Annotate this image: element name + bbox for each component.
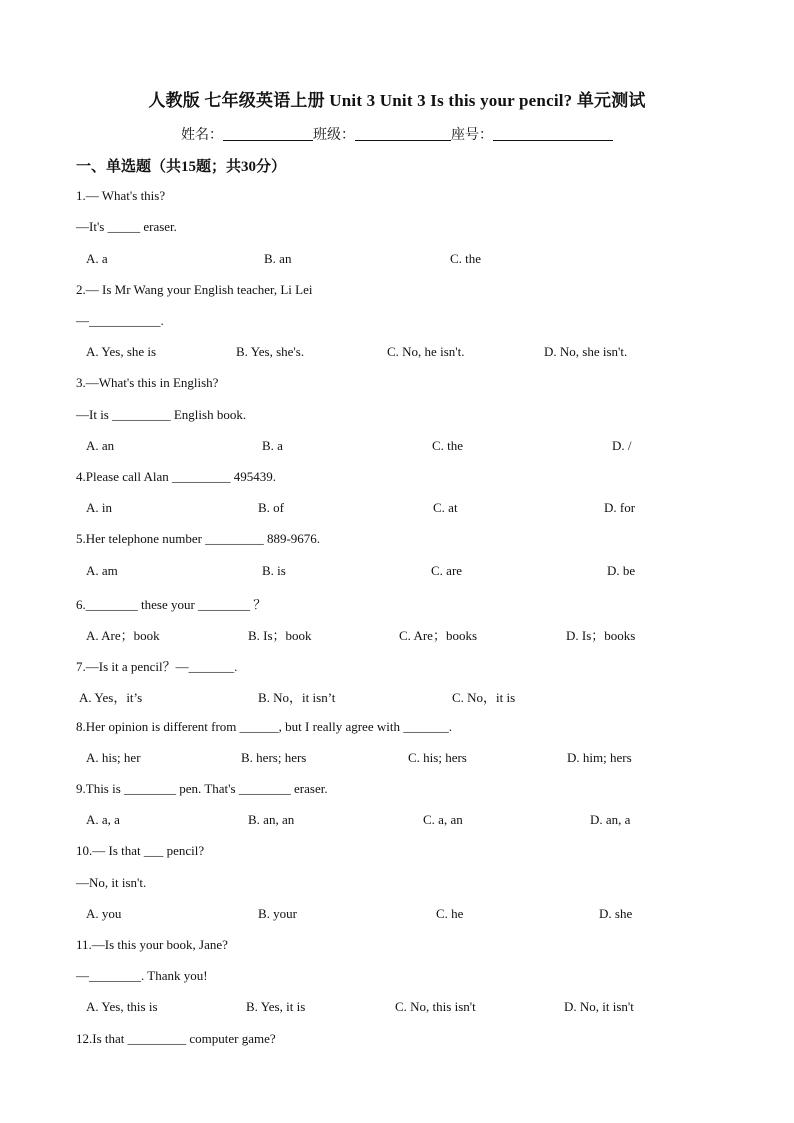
question-6-option-b[interactable]: B. Is；book — [248, 628, 312, 643]
question-8-option-d[interactable]: D. him; hers — [567, 750, 632, 765]
question-11-answer-line: —________. Thank you! — [76, 968, 208, 983]
question-8-stem: 8.Her opinion is different from ______, but I really agree with _______. — [76, 719, 452, 734]
class-blank[interactable] — [355, 126, 451, 141]
question-10-answer-line: —No, it isn't. — [76, 875, 147, 890]
question-11-option-d[interactable]: D. No, it isn't — [564, 999, 634, 1014]
question-1-option-a[interactable]: A. a — [86, 251, 108, 266]
question-4-stem: 4.Please call Alan _________ 495439. — [76, 469, 277, 484]
question-11-stem: 11.—Is this your book, Jane? — [76, 937, 228, 952]
class-label: 班级： — [313, 128, 355, 143]
question-2-option-b[interactable]: B. Yes, she's. — [236, 344, 305, 359]
question-9-stem: 9.This is ________ pen. That's ________ eraser. — [76, 781, 328, 796]
question-10-option-b[interactable]: B. your — [258, 906, 297, 921]
question-2-answer-line: —___________. — [76, 313, 164, 328]
question-8-option-b[interactable]: B. hers; hers — [241, 750, 307, 765]
question-2-option-c[interactable]: C. No, he isn't. — [387, 344, 465, 359]
name-blank[interactable] — [223, 126, 313, 141]
question-1-option-b[interactable]: B. an — [264, 251, 292, 266]
question-8-option-c[interactable]: C. his; hers — [408, 750, 467, 765]
question-2-stem: 2.— Is Mr Wang your English teacher, Li Lei — [76, 282, 313, 297]
question-2-option-d[interactable]: D. No, she isn't. — [544, 344, 628, 359]
question-6-stem: 6.________ these your ________ ？ — [76, 597, 267, 612]
question-5-stem: 5.Her telephone number _________ 889-9676. — [76, 531, 321, 546]
question-11-option-b[interactable]: B. Yes, it is — [246, 999, 306, 1014]
question-5-option-c[interactable]: C. are — [431, 563, 463, 578]
section-title: 一、单选题（共15题；共30分） — [76, 159, 287, 175]
question-7-option-a[interactable]: A. Yes，it’s — [79, 690, 143, 705]
question-10-option-c[interactable]: C. he — [436, 906, 464, 921]
question-9-option-a[interactable]: A. a, a — [86, 812, 120, 827]
question-12-stem: 12.Is that _________ computer game? — [76, 1031, 276, 1046]
student-info-row — [0, 124, 794, 144]
question-3-stem: 3.—What's this in English? — [76, 375, 219, 390]
page-title: 人教版 七年级英语上册 Unit 3 Unit 3 Is this your pencil? 单元测试 — [148, 91, 646, 110]
question-7-stem: 7.—Is it a pencil？—_______. — [76, 659, 238, 674]
question-8-option-a[interactable]: A. his; her — [86, 750, 141, 765]
question-3-answer-line: —It is _________ English book. — [76, 407, 247, 422]
question-5-option-d[interactable]: D. be — [607, 563, 636, 578]
question-5-option-b[interactable]: B. is — [262, 563, 286, 578]
question-1-option-c[interactable]: C. the — [450, 251, 482, 266]
question-9-option-b[interactable]: B. an, an — [248, 812, 295, 827]
question-6-option-d[interactable]: D. Is；books — [566, 628, 636, 643]
question-1-answer-line: —It's _____ eraser. — [76, 219, 177, 234]
question-10-option-a[interactable]: A. you — [86, 906, 122, 921]
name-label: 姓名： — [181, 128, 223, 143]
question-10-stem: 10.— Is that ___ pencil? — [76, 843, 205, 858]
question-1-stem: 1.— What's this? — [76, 188, 166, 203]
question-11-option-a[interactable]: A. Yes, this is — [86, 999, 158, 1014]
question-4-option-a[interactable]: A. in — [86, 500, 112, 515]
question-10-option-d[interactable]: D. she — [599, 906, 633, 921]
question-3-option-b[interactable]: B. a — [262, 438, 283, 453]
seat-blank[interactable] — [493, 126, 613, 141]
question-3-option-d[interactable]: D. / — [612, 438, 632, 453]
question-6-option-a[interactable]: A. Are；book — [86, 628, 160, 643]
question-3-option-c[interactable]: C. the — [432, 438, 464, 453]
question-5-option-a[interactable]: A. am — [86, 563, 118, 578]
question-4-option-b[interactable]: B. of — [258, 500, 284, 515]
question-11-option-c[interactable]: C. No, this isn't — [395, 999, 476, 1014]
question-4-option-c[interactable]: C. at — [433, 500, 458, 515]
question-9-option-c[interactable]: C. a, an — [423, 812, 463, 827]
question-9-option-d[interactable]: D. an, a — [590, 812, 631, 827]
seat-label: 座号： — [451, 128, 493, 143]
question-7-option-c[interactable]: C. No，it is — [452, 690, 516, 705]
question-3-option-a[interactable]: A. an — [86, 438, 115, 453]
question-6-option-c[interactable]: C. Are；books — [399, 628, 478, 643]
question-2-option-a[interactable]: A. Yes, she is — [86, 344, 157, 359]
question-4-option-d[interactable]: D. for — [604, 500, 636, 515]
question-7-option-b[interactable]: B. No，it isn’t — [258, 690, 336, 705]
